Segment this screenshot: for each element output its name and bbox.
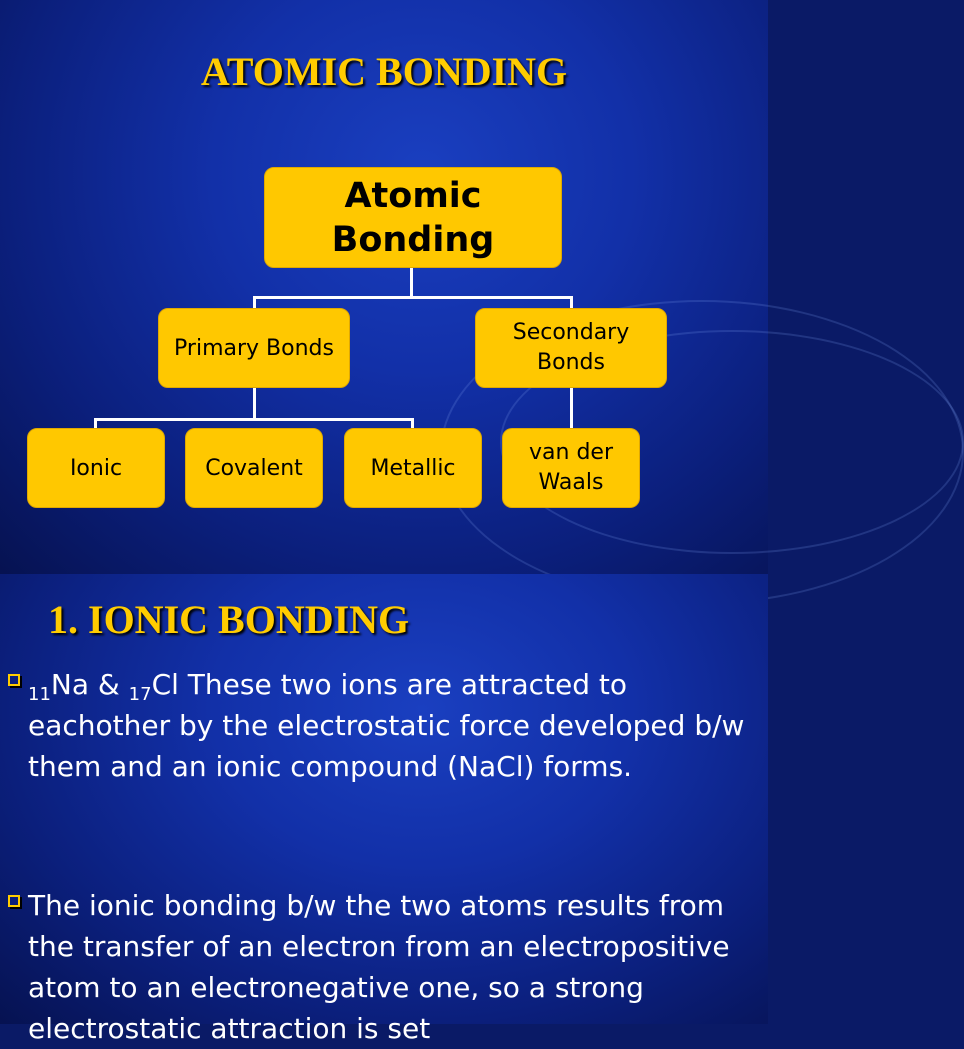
- bullet-item: [8, 885, 748, 1049]
- slide-title: ATOMIC BONDING: [200, 49, 568, 94]
- chart-box-label: van der Waals: [529, 440, 613, 495]
- slide-ionic-bonding: [0, 574, 768, 1045]
- chart-box-label: Atomic Bonding: [331, 175, 495, 260]
- slide-title: 1. IONIC BONDING: [48, 597, 410, 642]
- bullet-text-part: Na &: [50, 668, 129, 701]
- connector-line: [410, 268, 413, 298]
- connector-line: [94, 418, 97, 428]
- chart-box-label: Ionic: [69, 455, 123, 481]
- atomic-number: 17: [128, 684, 152, 705]
- chart-box-secondary-bonds: [475, 308, 667, 388]
- connector-line: [411, 418, 414, 428]
- chart-box-label: Secondary Bonds: [512, 320, 630, 375]
- chart-box-ionic: [27, 428, 165, 508]
- chart-box-primary-bonds: [158, 308, 350, 388]
- chart-box-atomic-bonding: [264, 167, 562, 268]
- bullet-text: [28, 664, 748, 787]
- connector-line: [570, 388, 573, 428]
- bullet-icon: [8, 674, 20, 686]
- bullet-icon: [8, 895, 20, 907]
- chart-box-metallic: [344, 428, 482, 508]
- atomic-number: 11: [28, 684, 51, 705]
- chart-box-label: Covalent: [205, 455, 303, 481]
- connector-line: [253, 296, 573, 299]
- connector-line: [570, 296, 573, 308]
- bullet-text-part: Cl These two ions are attracted to eachother by the electrostatic force developed b/w them and an ionic compound (NaCl) forms.: [28, 668, 745, 783]
- bullet-item: [8, 664, 748, 787]
- chart-box-label: Primary Bonds: [174, 335, 334, 361]
- chart-box-label: Metallic: [370, 455, 456, 481]
- chart-box-van-der-waals: [502, 428, 640, 508]
- connector-line: [253, 296, 256, 308]
- connector-line: [94, 418, 414, 421]
- slide-atomic-bonding: [0, 0, 768, 574]
- connector-line: [253, 388, 256, 420]
- chart-box-covalent: [185, 428, 323, 508]
- bullet-text: The ionic bonding b/w the two atoms results from the transfer of an electron from an electropositive atom to an electronegative one, so a strong electrostatic attraction is set: [28, 889, 730, 1045]
